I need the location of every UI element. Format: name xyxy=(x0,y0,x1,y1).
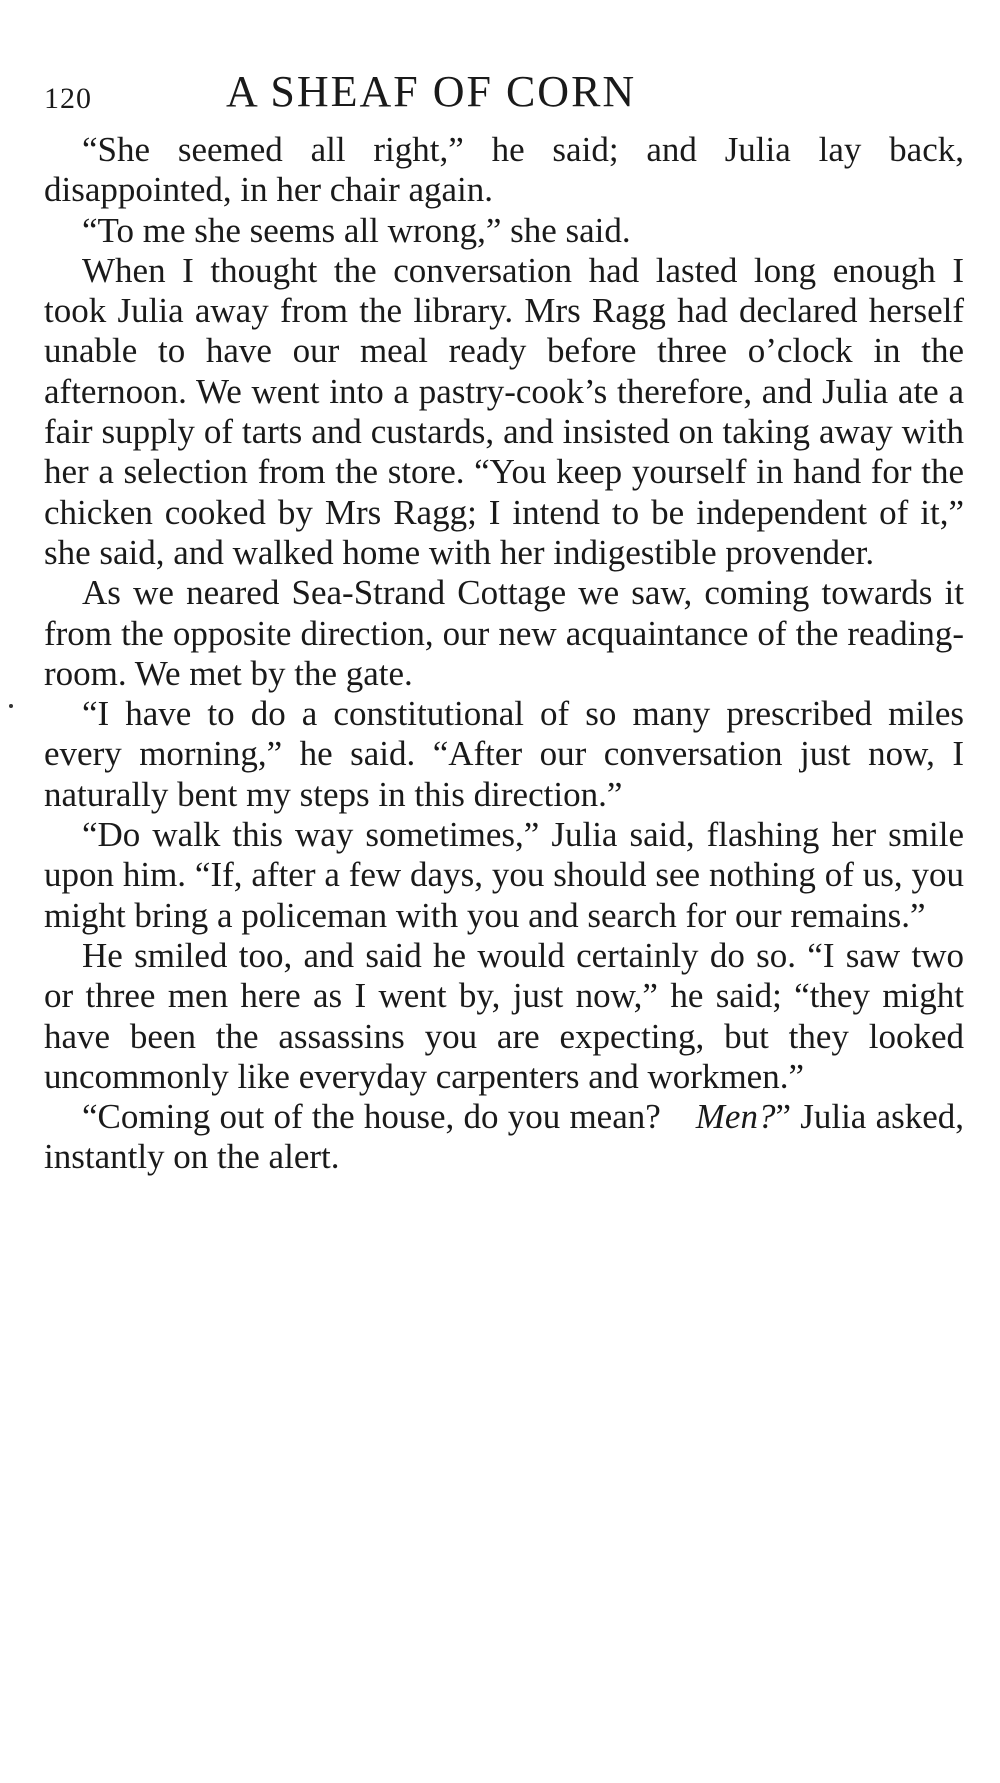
paragraph-8-end: ” Julia asked, instantly on the alert. xyxy=(44,1097,965,1177)
paragraph-5: “I have to do a constitutional of so many prescribed miles every morning,” he said. “After our conversation just now, I naturally bent my steps in this direction.” xyxy=(44,694,964,814)
paragraph-8-emphasis: Men? xyxy=(695,1097,776,1137)
running-head: A SHEAF OF CORN xyxy=(226,67,637,116)
paragraph-6: “Do walk this way sometimes,” Julia said, flashing her smile upon him. “If, after a few days, you should see nothing of us, you might bring a policeman with you and search for our remains.” xyxy=(44,815,964,935)
paragraph-8-start: “Coming out of the house, do you mean? xyxy=(82,1097,661,1137)
paragraph-8 xyxy=(44,1097,964,1178)
page-number: 120 xyxy=(44,82,92,115)
body-text xyxy=(44,130,964,1178)
paragraph-7: He smiled too, and said he would certainly do so. “I saw two or three men here as I went by, just now,” he said; “they might have been the assassins you are expecting, but they looked uncommonly like everyday carpenters and workmen.” xyxy=(44,935,964,1096)
paragraph-1: “She seemed all right,” he said; and Julia lay back, disappointed, in her chair again. xyxy=(44,130,964,210)
stray-ink-mark xyxy=(9,704,13,708)
paragraph-4: As we neared Sea-Strand Cottage we saw, coming towards it from the opposite direction, our new acquaintance of the reading-room. We met by the gate. xyxy=(44,573,964,693)
paragraph-3: When I thought the conversation had lasted long enough I took Julia away from the library. Mrs Ragg had declared herself unable to have our meal ready before three o’clock in the afternoon. We went into a pastry-cook’s therefore, and Julia ate a fair supply of tarts and custards, and insisted on taking away with her a selection from the store. “You keep yourself in hand for the chicken cooked by Mrs Ragg; I intend to be independent of it,” she said, and walked home with her indigestible provender. xyxy=(44,250,964,572)
paragraph-2: “To me she seems all wrong,” she said. xyxy=(82,210,631,250)
page-header xyxy=(44,58,964,128)
